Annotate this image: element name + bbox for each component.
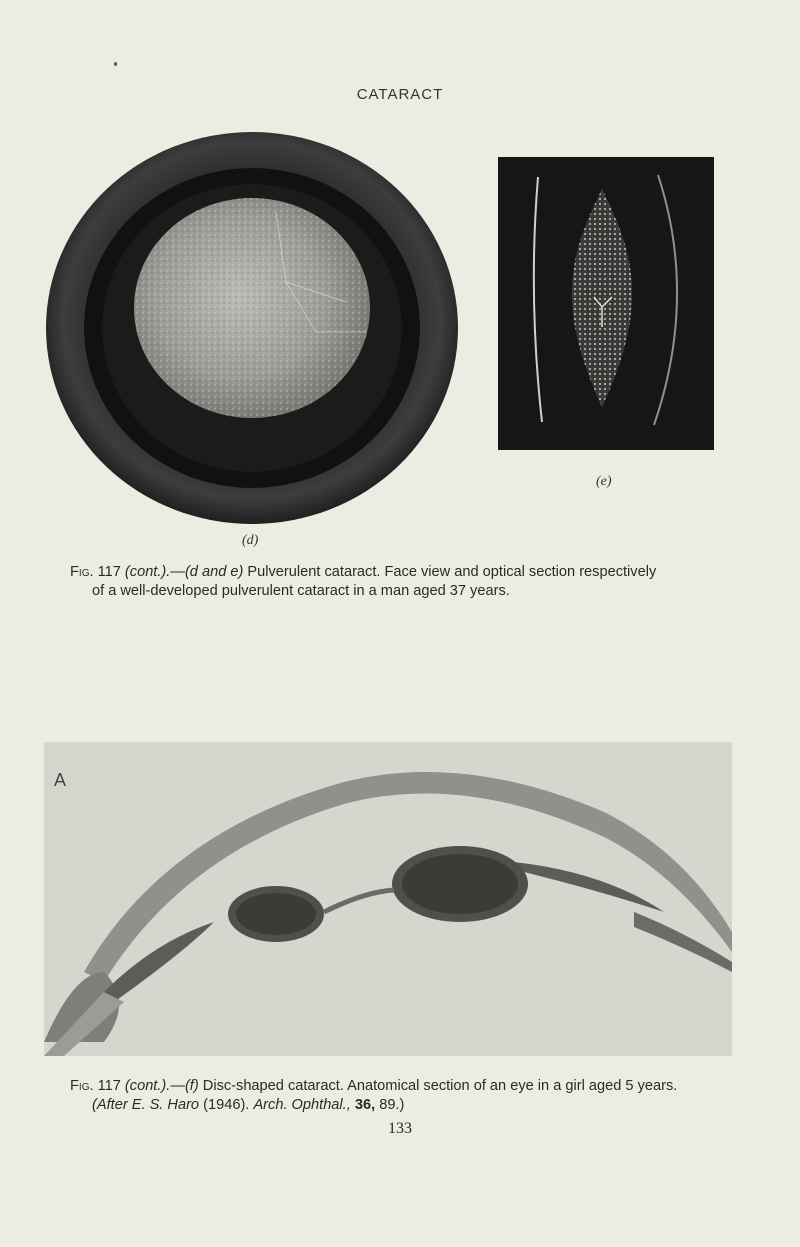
caption-line2-text: of a well-developed pulverulent cataract in a man aged 37 years. [92,583,510,599]
caption-ref-journal: Arch. Ophthal., [253,1097,351,1113]
figure-e-optical-section-photo [498,157,714,450]
caption-fig-abbrev: Fig. [70,1078,94,1094]
caption-panels: (d and e) [184,564,244,580]
caption-dash: — [170,564,185,580]
figure-d-label: (d) [242,533,259,548]
caption-ref-year: (1946). [203,1097,250,1113]
caption-reference [70,1096,750,1115]
caption-line1-text: Pulverulent cataract. Face view and optical section respectively [247,564,657,580]
caption-dash: — [170,1078,185,1094]
figure-d-face-view-photo [46,132,458,524]
figure-f-panel-letter: A [54,770,67,790]
figure-e-label: (e) [596,474,612,489]
caption-fig-abbrev: Fig. [70,564,94,580]
caption-fig-number: 117 [97,564,121,580]
caption-figure-117-de [70,563,750,601]
caption-ref-page: 89.) [379,1097,405,1113]
caption-line1-text: Disc-shaped cataract. Anatomical section of an eye in a girl aged 5 years. [202,1078,678,1094]
caption-fig-number: 117 [97,1078,121,1094]
caption-cont: (cont.). [124,1078,171,1094]
running-head: CATARACT [356,86,444,103]
page-number: 133 [388,1120,412,1137]
caption-ref-author: (After E. S. Haro [92,1097,200,1113]
caption-panels: (f) [184,1078,199,1094]
caption-ref-volume: 36, [354,1097,376,1113]
caption-figure-117-f [70,1077,750,1115]
caption-cont: (cont.). [124,564,171,580]
figure-f-anatomical-section-photo [44,742,732,1056]
print-speck [114,62,117,66]
